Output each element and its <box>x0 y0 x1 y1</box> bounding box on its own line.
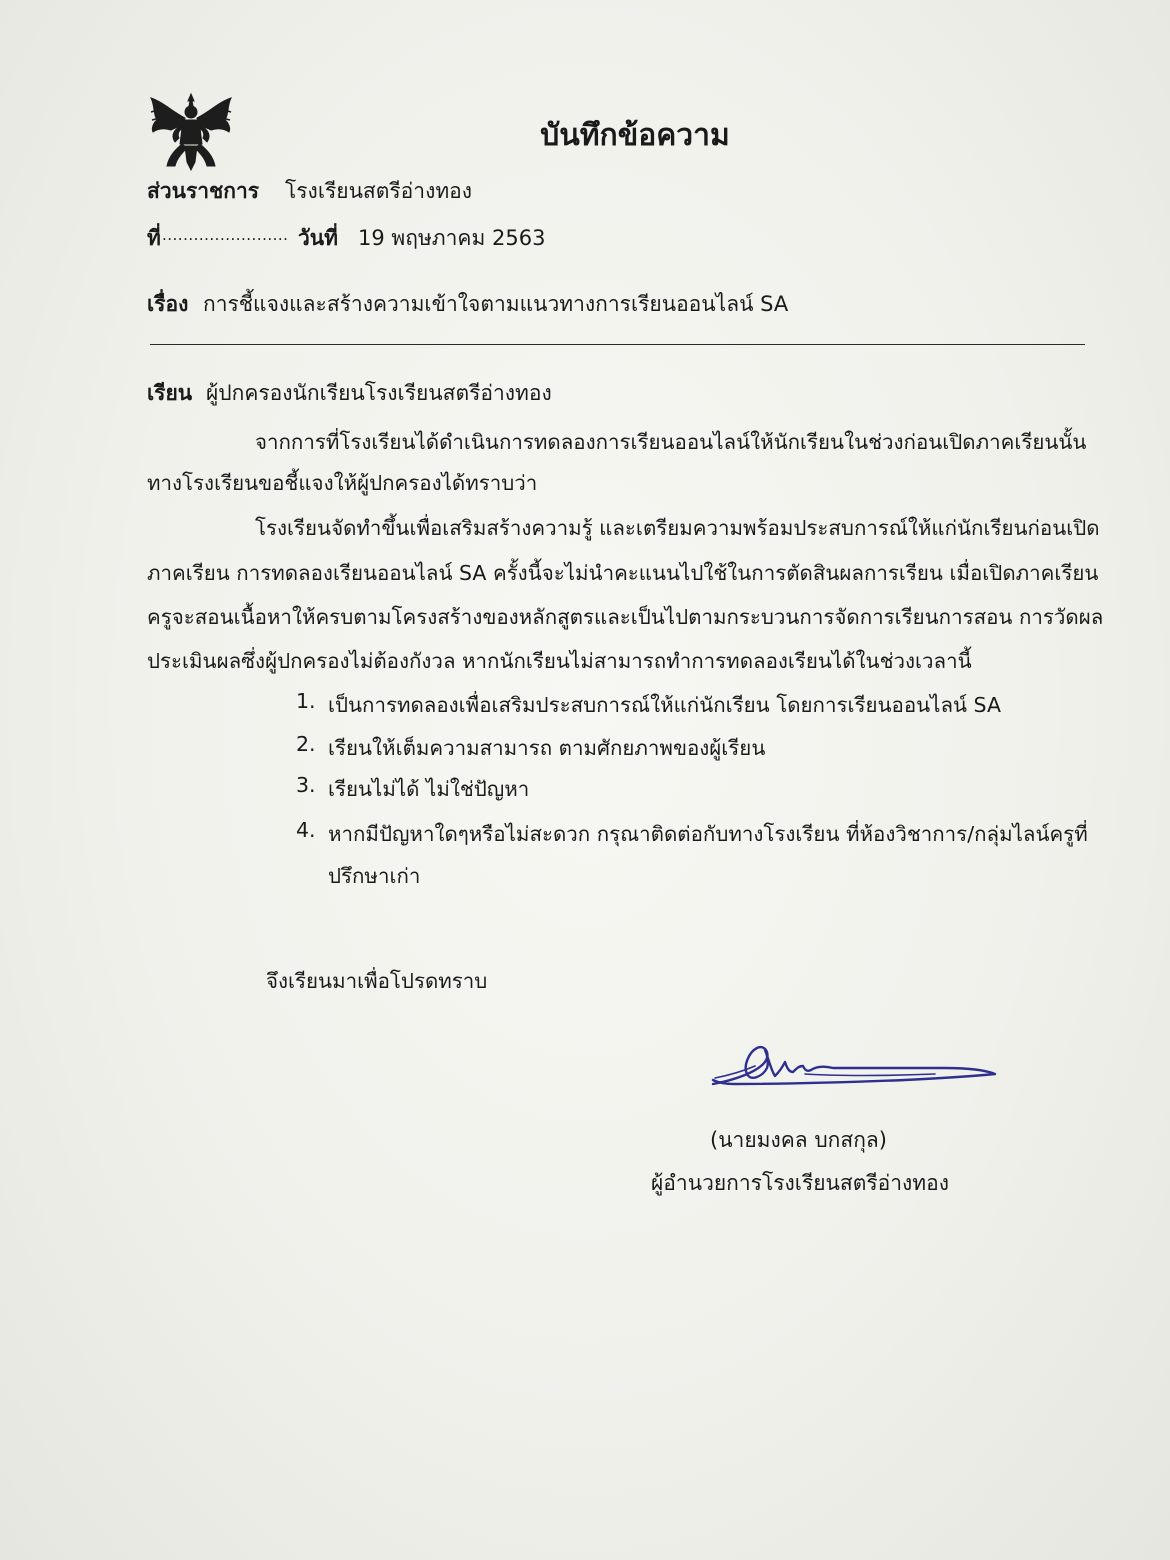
list-item-2-text: เรียนให้เต็มความสามารถ ตามศักยภาพของผู้เรียน <box>328 736 766 760</box>
date-value: 19 พฤษภาคม 2563 <box>358 226 546 250</box>
list-item-3-number: 3. <box>296 773 316 797</box>
list-item-4-text-line-2: ปรึกษาเก่า <box>328 864 421 888</box>
subject-value: การชี้แจงและสร้างความเข้าใจตามแนวทางการเรียนออนไลน์ SA <box>203 292 789 316</box>
paragraph-1-line-2: ทางโรงเรียนขอชี้แจงให้ผู้ปกครองได้ทราบว่า <box>147 471 538 495</box>
paragraph-2-line-2: ภาคเรียน การทดลองเรียนออนไลน์ SA ครั้งนี้จะไม่นำคะแนนไปใช้ในการตัดสินผลการเรียน เมื่อเปิดภาคเรียน <box>147 561 1099 585</box>
list-item-4-number: 4. <box>296 818 316 842</box>
number-value: ........................ <box>162 226 289 244</box>
header-divider <box>150 344 1085 345</box>
agency-label: ส่วนราชการ <box>147 179 260 203</box>
memo-title: บันทึกข้อความ <box>540 118 730 153</box>
to-label: เรียน <box>147 381 193 405</box>
paragraph-2-line-4: ประเมินผลซึ่งผู้ปกครองไม่ต้องกังวล หากนักเรียนไม่สามารถทำการทดลองเรียนได้ในช่วงเวลานี้ <box>147 649 972 673</box>
date-label: วันที่ <box>298 226 338 250</box>
list-item-4-text: หากมีปัญหาใดๆหรือไม่สะดวก กรุณาติดต่อกับทางโรงเรียน ที่ห้องวิชาการ/กลุ่มไลน์ครูที่ <box>328 822 1088 846</box>
paragraph-2-line-1: โรงเรียนจัดทำขึ้นเพื่อเสริมสร้างความรู้ และเตรียมความพร้อมประสบการณ์ให้แก่นักเรียนก่อนเปิด <box>255 516 1100 540</box>
subject-label: เรื่อง <box>147 292 189 316</box>
signer-name: (นายมงคล บกสกุล) <box>710 1128 887 1152</box>
closing-text: จึงเรียนมาเพื่อโปรดทราบ <box>266 969 488 993</box>
list-item-2-number: 2. <box>296 732 316 756</box>
signer-position: ผู้อำนวยการโรงเรียนสตรีอ่างทอง <box>651 1171 949 1195</box>
number-label: ที่ <box>147 226 161 250</box>
handwritten-signature <box>705 1032 1000 1094</box>
agency-value: โรงเรียนสตรีอ่างทอง <box>285 179 473 203</box>
paragraph-1-line-1: จากการที่โรงเรียนได้ดำเนินการทดลองการเรียนออนไลน์ให้นักเรียนในช่วงก่อนเปิดภาคเรียนนั้น <box>255 430 1087 454</box>
list-item-1-number: 1. <box>296 689 316 713</box>
to-value: ผู้ปกครองนักเรียนโรงเรียนสตรีอ่างทอง <box>206 381 552 405</box>
paragraph-2-line-3: ครูจะสอนเนื้อหาให้ครบตามโครงสร้างของหลักสูตรและเป็นไปตามกระบวนการจัดการเรียนการสอน การวัดผล <box>147 605 1104 629</box>
list-item-1-text: เป็นการทดลองเพื่อเสริมประสบการณ์ให้แก่นักเรียน โดยการเรียนออนไลน์ SA <box>328 693 1001 717</box>
list-item-3-text: เรียนไม่ได้ ไม่ใช่ปัญหา <box>328 777 530 801</box>
